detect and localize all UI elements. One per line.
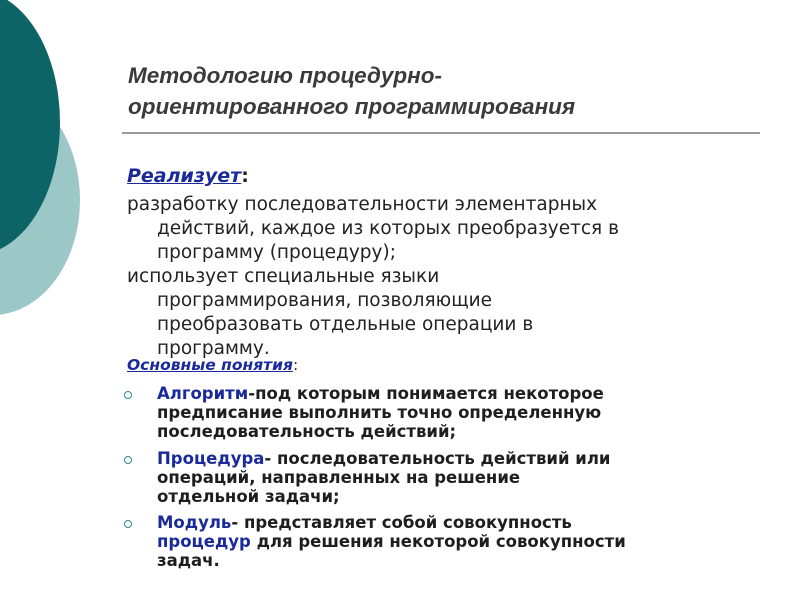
paragraph-line: программу. <box>157 338 270 359</box>
paragraph-languages <box>127 265 767 361</box>
term-procedures: процедур <box>157 532 251 551</box>
bullet-text: для решения некоторой совокупности <box>250 532 626 551</box>
term-module: Модуль <box>157 513 232 532</box>
concepts-label: Основные понятия <box>127 356 293 374</box>
paragraph-line: разработку последовательности элементарных <box>127 194 598 215</box>
slide-title <box>128 60 768 122</box>
hollow-circle-bullet-icon <box>124 456 132 464</box>
bullet-text: - представляет собой совокупность <box>231 513 572 532</box>
paragraph-line: действий, каждое из которых преобразуется в <box>157 218 619 239</box>
slide-title-line-1: Методологию процедурно- <box>128 63 442 88</box>
bullet-line: последовательность действий; <box>157 422 457 441</box>
title-divider <box>122 132 760 134</box>
bullet-line: предписание выполнить точно определенную <box>157 403 602 422</box>
concepts-colon: : <box>292 356 299 374</box>
term-procedure: Процедура <box>157 449 265 468</box>
bullet-text: - последовательность действий или <box>264 449 611 468</box>
bullet-line: операций, направленных на решение <box>157 468 521 487</box>
hollow-circle-bullet-icon <box>124 520 132 528</box>
realizes-colon: : <box>241 165 249 187</box>
paragraph-line: программирования, позволяющие <box>157 290 493 311</box>
bullet-line <box>157 384 772 403</box>
bullet-line <box>157 532 772 551</box>
realizes-heading <box>127 165 249 187</box>
bullet-line: задач. <box>157 551 220 570</box>
hollow-circle-bullet-icon <box>124 391 132 399</box>
paragraph-development <box>127 193 767 265</box>
paragraph-line: использует специальные языки <box>127 266 440 287</box>
slide-title-line-2: ориентированного программирования <box>128 94 576 119</box>
bullet-line <box>157 513 772 532</box>
paragraph-line: преобразовать отдельные операции в <box>157 314 534 335</box>
realizes-label: Реализует <box>127 165 242 187</box>
bullet-text: -под которым понимается некоторое <box>248 384 604 403</box>
bullet-line <box>157 449 772 468</box>
paragraph-line: программу (процедуру); <box>157 242 396 263</box>
term-algorithm: Алгоритм <box>157 384 249 403</box>
concepts-heading <box>127 356 298 374</box>
bullet-line: отдельной задачи; <box>157 487 340 506</box>
